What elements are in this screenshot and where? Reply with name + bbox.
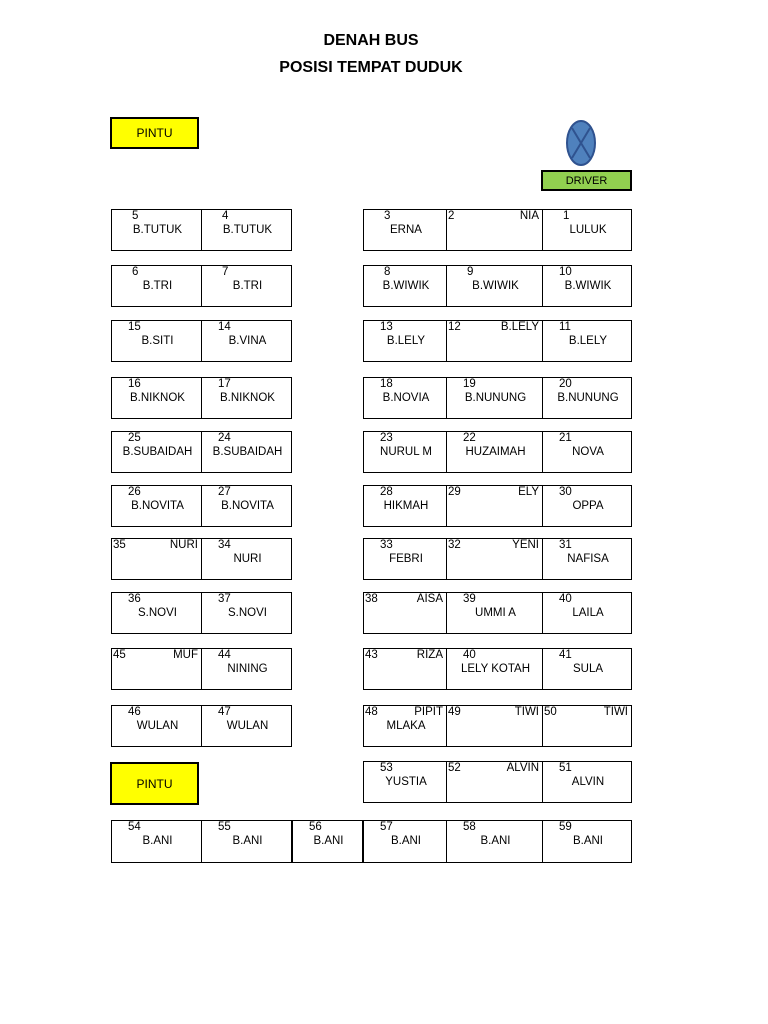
passenger-name: YUSTIA [385,776,427,788]
seat-number: 10 [559,266,572,278]
passenger-name: NURI [233,553,262,565]
seat-39 [446,592,543,634]
driver-label: DRIVER [541,170,632,191]
seat-56 [292,820,363,863]
seat-10 [542,265,632,307]
seat-15 [111,320,202,362]
passenger-name: UMMI A [475,607,516,619]
seat-number: 2 [448,210,455,222]
seat-number: 41 [559,649,572,661]
seat-46 [111,705,202,747]
passenger-name: B.WIWIK [472,280,519,292]
seat-number: 35 [113,539,126,551]
passenger-name: LULUK [569,224,607,236]
seat-number: 7 [222,266,229,278]
seat-number: 51 [559,762,572,774]
seat-number: 45 [113,649,126,661]
seat-number: 31 [559,539,572,551]
back-door-label: PINTU [110,762,199,805]
seat-number: 59 [559,821,572,833]
passenger-name: B.NUNUNG [557,392,619,404]
seat-number: 50 [544,706,557,718]
seat-55 [201,820,292,863]
seat-21 [542,431,632,473]
seat-48 [363,705,447,747]
seat-number: 40 [559,593,572,605]
passenger-name: B.ANI [232,835,263,847]
passenger-name: B.ANI [390,835,422,847]
seat-7 [201,265,292,307]
seat-6 [111,265,202,307]
passenger-name: LELY KOTAH [460,663,531,675]
seat-11 [542,320,632,362]
seat-number: 46 [128,706,141,718]
seat-35 [111,538,202,580]
passenger-name: B.NUNUNG [464,392,527,404]
passenger-name: S.NOVI [228,607,267,619]
passenger-name: B.ANI [480,835,511,847]
seat-number: 4 [222,210,229,222]
seat-29 [446,485,543,527]
seat-number: 39 [463,593,476,605]
passenger-name: OPPA [572,500,604,512]
seat-34 [201,538,292,580]
seat-45 [111,648,202,690]
passenger-name: B.TUTUK [132,224,183,236]
passenger-name: B.ANI [572,835,604,847]
seat-number: 9 [467,266,474,278]
seat-number: 52 [448,762,461,774]
seat-number: 47 [218,706,231,718]
seat-37 [201,592,292,634]
passenger-name: HUZAIMAH [465,446,526,458]
passenger-name: FEBRI [389,553,423,565]
seat-57 [363,820,447,863]
passenger-name: B.ANI [313,835,344,847]
steering-wheel-icon [565,120,597,168]
seat-1 [542,209,632,251]
seat-number: 28 [380,486,393,498]
passenger-name: B.SUBAIDAH [122,446,193,458]
seat-number: 12 [448,321,461,333]
passenger-name: B.NIKNOK [220,392,275,404]
passenger-name: SULA [572,663,604,675]
seat-51 [542,761,632,803]
seat-12 [446,320,543,362]
seat-number: 19 [463,378,476,390]
seat-53 [363,761,447,803]
passenger-name: B.NOVITA [221,500,274,512]
seat-13 [363,320,447,362]
passenger-name: RIZA [416,649,443,661]
passenger-name: WULAN [226,720,269,732]
seat-40 [542,592,632,634]
seat-33 [363,538,447,580]
passenger-name: ELY [518,486,539,498]
passenger-name: AISA [416,593,443,605]
seat-36 [111,592,202,634]
passenger-name: B.SUBAIDAH [212,446,283,458]
passenger-name: B.TRI [232,280,263,292]
seat-43 [363,648,447,690]
seat-number: 15 [128,321,141,333]
passenger-name: B.NOVIA [382,392,430,404]
seat-19 [446,377,543,419]
passenger-name: ALVIN [571,776,605,788]
seat-number: 24 [218,432,231,444]
seat-38 [363,592,447,634]
passenger-name: B.WIWIK [382,280,430,292]
seat-2 [446,209,543,251]
seat-number: 29 [448,486,461,498]
passenger-name: B.LELY [500,321,539,333]
seat-number: 53 [380,762,393,774]
seat-41 [542,648,632,690]
passenger-name: NURI [169,539,198,551]
seat-number: 25 [128,432,141,444]
seat-number: 30 [559,486,572,498]
passenger-name: B.VINA [228,335,267,347]
passenger-name: NAFISA [567,553,609,565]
seat-number: 40 [463,649,476,661]
seat-4 [201,209,292,251]
seat-number: 21 [559,432,572,444]
seat-23 [363,431,447,473]
seat-50 [542,705,632,747]
passenger-name: B.LELY [386,335,426,347]
page-subtitle: POSISI TEMPAT DUDUK [279,59,463,76]
passenger-name: B.SITI [141,335,174,347]
passenger-name: B.ANI [142,835,173,847]
seat-20 [542,377,632,419]
seat-number: 22 [463,432,476,444]
passenger-name: MUF [173,649,198,661]
passenger-name: TIWI [603,706,628,718]
seat-24 [201,431,292,473]
passenger-name: HIKMAH [383,500,429,512]
passenger-name: B.TUTUK [222,224,273,236]
seat-32 [446,538,543,580]
passenger-name: NIA [519,210,539,222]
seat-27 [201,485,292,527]
passenger-name-extra: PIPIT [414,706,443,718]
seat-5 [111,209,202,251]
passenger-name: NURUL M [380,446,432,458]
seat-28 [363,485,447,527]
passenger-name: B.NOVITA [131,500,184,512]
seat-9 [446,265,543,307]
front-door-label: PINTU [110,117,199,149]
seat-number: 34 [218,539,231,551]
seat-number: 38 [365,593,378,605]
passenger-name: MLAKA [386,720,426,732]
seat-14 [201,320,292,362]
passenger-name: ALVIN [506,762,539,774]
seat-number: 32 [448,539,461,551]
passenger-name: YENI [512,539,539,551]
passenger-name: B.WIWIK [564,280,612,292]
seat-number: 13 [380,321,393,333]
page-title: DENAH BUS [323,32,419,49]
seat-59 [542,820,632,863]
seat-number: 56 [309,821,322,833]
seat-44 [201,648,292,690]
seat-52 [446,761,543,803]
seat-number: 37 [218,593,231,605]
seat-number: 36 [128,593,141,605]
seat-26 [111,485,202,527]
seat-number: 18 [380,378,393,390]
seat-22 [446,431,543,473]
passenger-name: WULAN [136,720,179,732]
seat-number: 14 [218,321,231,333]
passenger-name: TIWI [514,706,539,718]
seat-number: 33 [380,539,393,551]
passenger-name: LAILA [572,607,604,619]
seat-number: 43 [365,649,378,661]
seat-number: 44 [218,649,231,661]
seat-49 [446,705,543,747]
seat-3 [363,209,447,251]
seat-number: 23 [380,432,393,444]
passenger-name: S.NOVI [138,607,177,619]
seat-number: 26 [128,486,141,498]
seat-number: 6 [132,266,139,278]
passenger-name: B.TRI [142,280,173,292]
passenger-name: NOVA [572,446,604,458]
seat-number: 11 [559,321,571,333]
seat-number: 17 [218,378,231,390]
seat-number: 55 [218,821,231,833]
seat-number: 58 [463,821,476,833]
seat-25 [111,431,202,473]
seat-number: 8 [384,266,391,278]
passenger-name: B.LELY [568,335,608,347]
seat-number: 5 [132,210,139,222]
seat-8 [363,265,447,307]
passenger-name: NINING [227,663,268,675]
seat-31 [542,538,632,580]
seat-30 [542,485,632,527]
seat-number: 27 [218,486,231,498]
seat-number: 49 [448,706,461,718]
passenger-name: B.NIKNOK [130,392,185,404]
passenger-name: ERNA [390,224,422,236]
seat-58 [446,820,543,863]
seat-number: 20 [559,378,572,390]
seat-number: 3 [384,210,391,222]
seat-number: 16 [128,378,141,390]
seat-16 [111,377,202,419]
seat-18 [363,377,447,419]
seat-number: 57 [380,821,393,833]
seat-number: 1 [563,210,570,222]
seat-47 [201,705,292,747]
seat-17 [201,377,292,419]
seat-40 [446,648,543,690]
seat-54 [111,820,202,863]
seat-number: 54 [128,821,141,833]
seat-number: 48 [365,706,378,718]
